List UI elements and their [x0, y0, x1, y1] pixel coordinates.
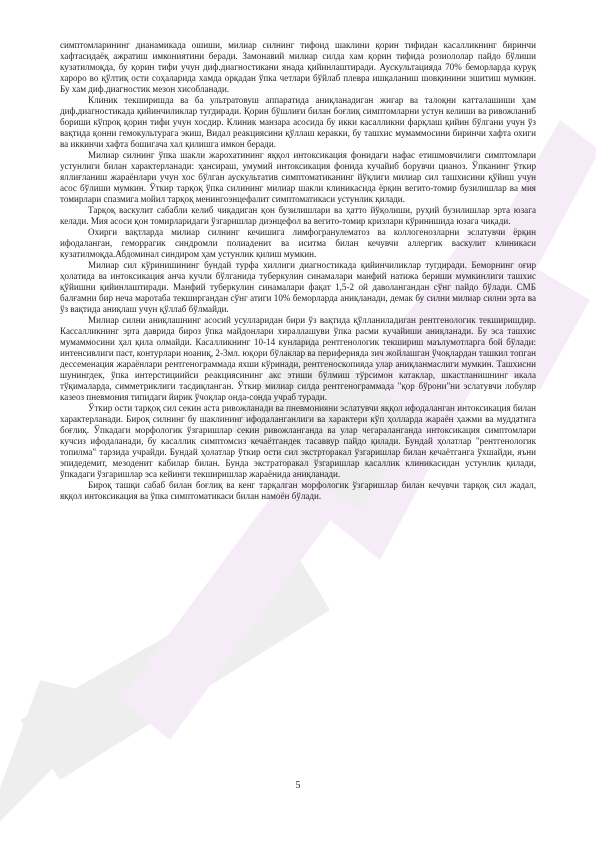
- paragraph: Охирги вақтларда милиар силнинг кечишига лимфогранулематоз ва коллогенозларни эслатувчи ёрқин ифодаланган, геморрагик синдромли полиадениτ ва иситма билан кечувчи аллергик васкулит клиникаси кузатилмоқда.Абдоминал синдиром ҳам устунлик қилиш мумкин.: [60, 227, 536, 259]
- paragraph: Милиар силнинг ўпка шакли жарохатининг яққол интоксикация фонидаги нафас етишмовчилиги симптомлари устунлиги билан характерланади: ҳансираш, умумий интоксикация фонида кучайиб борувчи цианоз. Ўпканинг ўткир яллиғланиш жараёнлари учун хос бўлган аускультатив симптоматиканинг йўқлиги милиар сил ташхисини қўйиш учун асос бўлиши мумкин. Ўткир тарқоқ ўпка силининг милиар шакли клиникасида ёрқин вегито-томир бузилишлар ва мия томирлари спазмига мойил тарқоқ менингоэнцефалит симптоматикаси устунлик қилади.: [60, 150, 536, 204]
- paragraph: Клиник текширишда ва ба ультратовуш аппаратида аниқланадиган жигар ва талоқни катталашиши ҳам диф.диагностикада қийинчиликлар тугдиради. Қорин бўшлиғи билан боғлиқ симптомларни устун келиши ва ривожланиб бориши кўпроқ қорин тифи учун хосдир. Клиник манзара асосида бу икки касалликни фарқлаш қийин бўлгани учун ўз вақтида қонни гемокультурага экиш, Видал реакциясини қўллаш керакки, бу ташхис мумаммосини биринчи хафта охиги ва иккинчи хафта бошигача хал қилишга имкон беради.: [60, 95, 536, 149]
- paragraph: Милиар сил кўринишининг бундай турфа хиллиги диагностикада қийинчиликлар тугдиради. Беморнинг оғир ҳолатида ва интоксикация анча кучли бўлганида туберкулин синамалари манфий натижа бериши мумкинлиги ташхис қўйишни қийинлаштиради. Манфий туберкулин синамалари фақат 1,5-2 ой даволангандан сўнг пайдо бўлади. СМБ балғамни бир неча маротаба текширгандан сўнг атиги 10% беморларда аниқланади, демак бу силни милиар силни эрта ва ўз вақтида аниқлаш учун қўллаб бўлмайди.: [60, 260, 536, 314]
- paragraph: Милиар силни аниқлашнинг асосий усулларидан бири ўз вақтида қўлланиладиган рентгенологик текширишдир. Кассалликнинг эрта даврида бироз ўпка майдонлари хираллашуви ўпка расми кучайиши аниқланади. Бу эса ташхис мумаммосини ҳал қила олмайди. Касалликнинг 10-14 кунларида рентгенологик текшириш маълумотларга бой бўлади: интенсивлиги паст, контурлари ноаниқ, 2-3мл. юқори бўлаклар ва периферияда зич жойлашган ўчоқлардан ташкил топган дессеменация жараёнлари рентгенограммада яхши кўринади, рентгеноскопияда улар аниқланмаслиги мумкин. Ташхисни шунингдек, ўпка интерстициийси реакциясининг акс этиши бўлмиш тўрсимон катаклар, шкастланишнинг икала тўқималарда, симметриклиги тасдиқланган. Ўткир милиар силда рентгенограммада "қор бўрони"ни эслатувчи лобуляр казеоз пневмония типидаги йирик ўчоқлар онда-сонда учраб туради.: [60, 315, 536, 402]
- body-text: [60, 40, 536, 502]
- paragraph: Бироқ ташқи сабаб билан боғлиқ ва кенг тарқалган морфологик ўзгаришлар билан кечувчи тарқоқ сил жадал, яққол интоксикация ва ўпка симптоматикаси билан намоён бўлади.: [60, 480, 536, 501]
- paragraph: Тарқоқ васкулит сабабли келиб чиқадиган қон бузилишлари ва ҳатто йўқолиши, руҳий бузилишлар эрта юзага келади. Мия асоси қон томирларидаги ўзгаришлар диэнцефол ва вегито-томир кризлари кўринишида юзага чиқади.: [60, 205, 536, 226]
- page-number: 5: [295, 780, 301, 791]
- paragraph: симптомларининг дианамикада ошиши, милиар силнинг тифоид шаклини қорин тифидан касалликнинг биринчи хафтасидаёқ ажратиш имкониятини беради. Замонавий милиар силда хам қорин тифида розиололар пайдо бўлиши кузатилмоқда, бу қорин тифи учун диф.диагностикани янада қийинлаштиради. Аускультацияда 70% беморларда куруқ хароро во қўлтиқ ости соҳаларида хамда орқадан ўпка четлари бўйлаб плевра ишқаланиш шовқинини эшитиш мумкин. Бу хам диф.диагностик мезон хисобланади.: [60, 40, 536, 94]
- paragraph: Ўткир ости тарқоқ сил секин аста ривожланади ва пневмонияни эслатувчи яққол ифодаланган интоксикация билан характерланади. Бироқ силнинг бу шаклининг ифодаланганлиги ва характери кўп ҳолларда жараён ҳажми ва муддатига боғлиқ. Ўпкадаги морфологик ўзгаришлар секин ривожланганда ва улар чегараланганда интоксикация симптомлари кучсиз ифодаланади, бу касаллик симптомсиз кечаётгандек тасаввур пайдо қилади. Бундай ҳолатлар "рентгенологик топилма" тарзида учрайди. Бундай ҳолатлар ўткир ости сил экстрторакал ўзгаришлар билан кечаётганга ўхшайди, яъни эпидедемит, мезоденит кабилар билан. Бунда экстраторакал ўзгаришлар касаллик клиникасидан устунлик қилади, ўпкадаги ўзгаришлар эса кейинги текширишлар жараёнида аниқланади.: [60, 403, 536, 479]
